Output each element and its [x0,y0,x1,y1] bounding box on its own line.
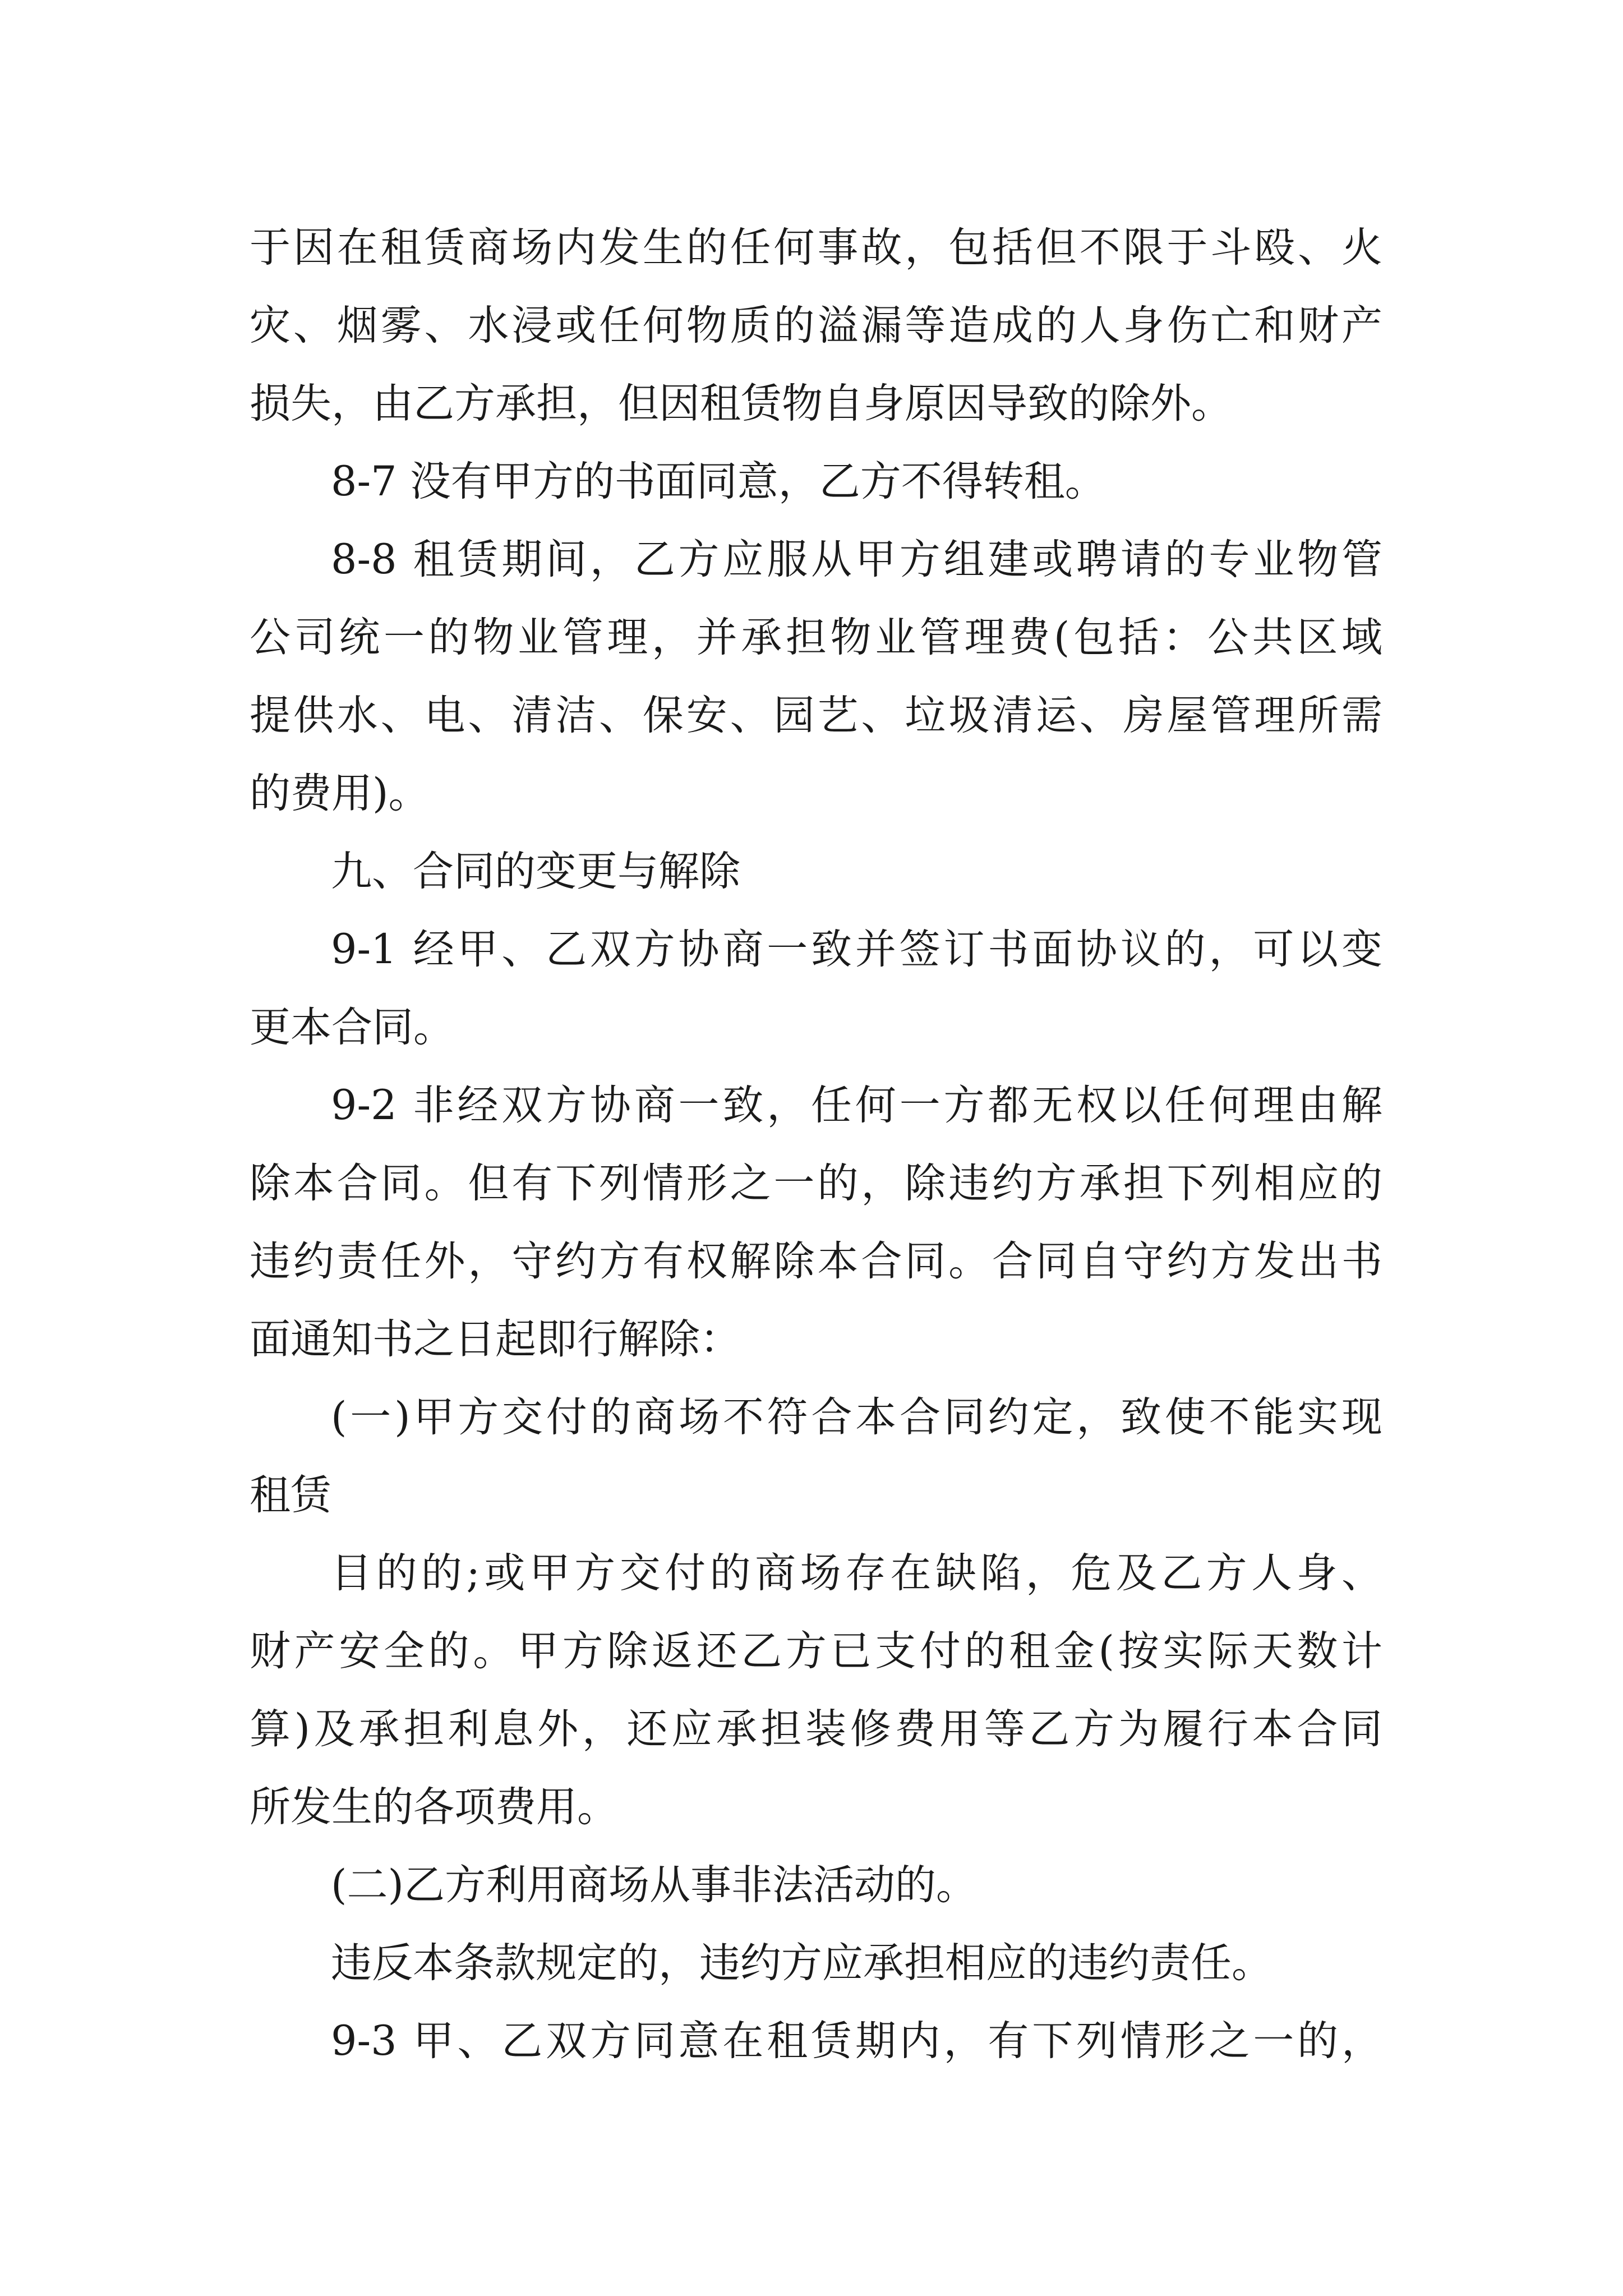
text-line-19: 财产安全的。甲方除返还乙方已支付的租金(按实际天数计 [250,1627,1382,1675]
text-line-5: 8-8 租赁期间，乙方应服从甲方组建或聘请的专业物管 [331,536,1382,583]
text-line-15: 面通知书之日起即行解除： [250,1315,741,1363]
text-line-10: 9-1 经甲、乙双方协商一致并签订书面协议的，可以变 [331,926,1382,973]
text-line-2: 灾、烟雾、水浸或任何物质的溢漏等造成的人身伤亡和财产 [250,302,1382,349]
text-line-16: (一)甲方交付的商场不符合本合同约定，致使不能实现 [331,1393,1382,1441]
text-line-21: 所发生的各项费用。 [250,1783,618,1831]
text-line-4: 8-7 没有甲方的书面同意，乙方不得转租。 [331,458,1106,505]
text-line-14: 违约责任外，守约方有权解除本合同。合同自守约方发出书 [250,1237,1382,1285]
text-line-24: 9-3 甲、乙双方同意在租赁期内，有下列情形之一的， [331,2017,1382,2065]
text-line-23: 违反本条款规定的，违约方应承担相应的违约责任。 [331,1939,1272,1987]
text-line-17: 租赁 [250,1471,331,1519]
text-line-7: 提供水、电、清洁、保安、园艺、垃圾清运、房屋管理所需 [250,692,1382,739]
text-line-8: 的费用)。 [250,770,430,817]
text-line-12: 9-2 非经双方协商一致，任何一方都无权以任何理由解 [331,1082,1382,1129]
section-heading: 九、合同的变更与解除 [331,848,740,895]
text-line-6: 公司统一的物业管理，并承担物业管理费(包括：公共区域 [250,614,1382,661]
text-line-18: 目的的;或甲方交付的商场存在缺陷，危及乙方人身、 [331,1549,1382,1597]
text-line-3: 损失，由乙方承担，但因租赁物自身原因导致的除外。 [250,380,1232,427]
text-line-13: 除本合同。但有下列情形之一的，除违约方承担下列相应的 [250,1159,1382,1207]
text-line-22: (二)乙方利用商场从事非法活动的。 [331,1861,977,1909]
text-line-1: 于因在租赁商场内发生的任何事故，包括但不限于斗殴、火 [250,224,1382,272]
text-line-11: 更本合同。 [250,1004,454,1051]
text-line-20: 算)及承担利息外，还应承担装修费用等乙方为履行本合同 [250,1705,1382,1753]
